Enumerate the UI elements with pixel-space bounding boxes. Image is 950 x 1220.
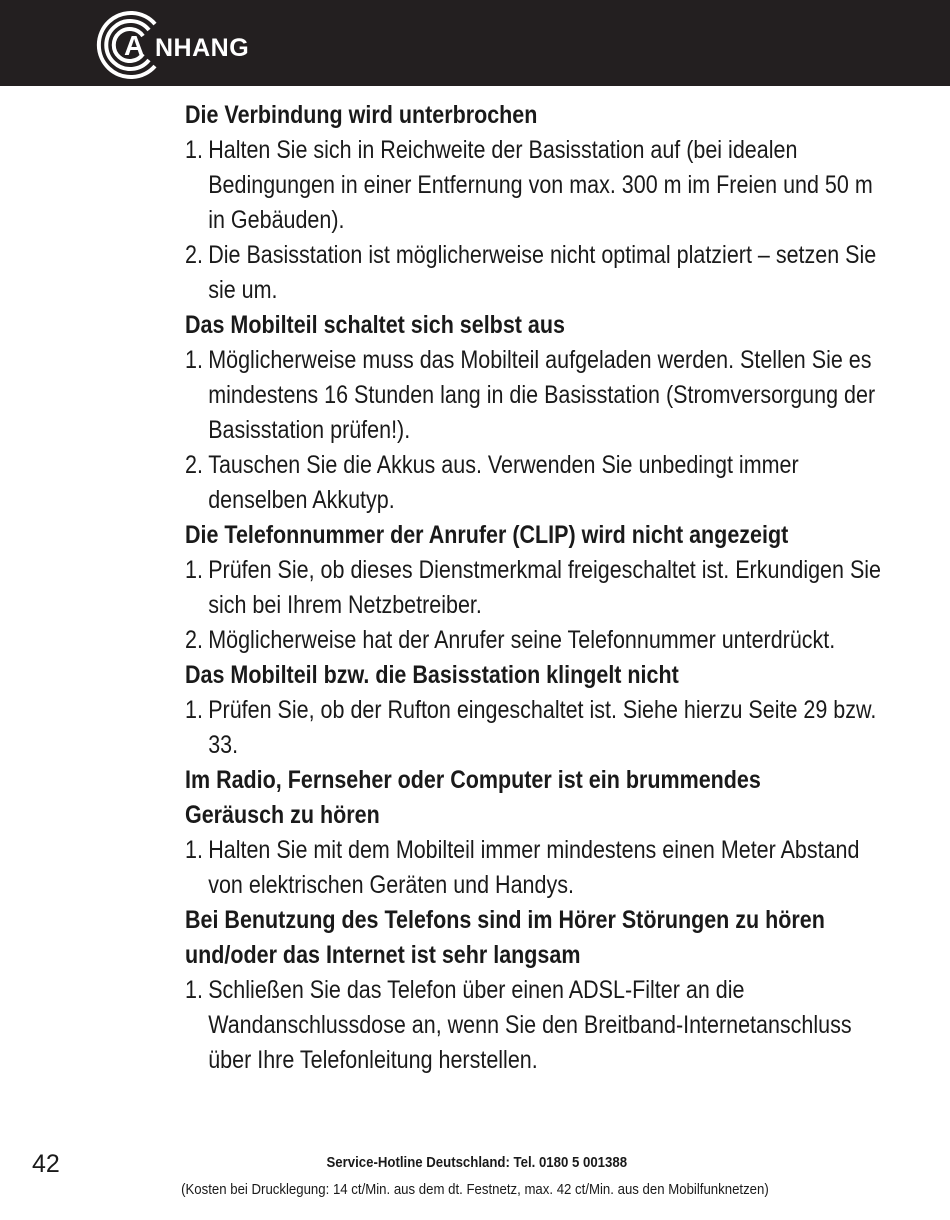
list-item-number: 2. bbox=[185, 241, 203, 269]
section-heading: Die Verbindung wird unterbrochen bbox=[185, 101, 538, 129]
logo-letter: A bbox=[124, 30, 145, 61]
list-item-text: Prüfen Sie, ob dieses Dienstmerkmal freigeschaltet ist. Erkundigen Sie sich bei Ihrem Netzbetreiber. bbox=[208, 556, 882, 619]
list-item bbox=[185, 833, 888, 903]
list-item bbox=[185, 553, 888, 623]
page-number: 42 bbox=[32, 1150, 60, 1178]
section-heading: Im Radio, Fernseher oder Computer ist ein brummendes Geräusch zu hören bbox=[185, 766, 761, 829]
list-item-number: 2. bbox=[185, 451, 203, 479]
section-heading: Die Telefonnummer der Anrufer (CLIP) wird nicht angezeigt bbox=[185, 521, 789, 549]
list-item bbox=[185, 623, 888, 658]
service-hotline-text: Service-Hotline Deutschland: Tel. 0180 5 001388 bbox=[326, 1154, 628, 1171]
call-costs-note bbox=[0, 1181, 950, 1198]
list-item-number: 1. bbox=[185, 696, 203, 724]
section-heading: Bei Benutzung des Telefons sind im Hörer Störungen zu hören und/oder das Internet ist sehr langsam bbox=[185, 906, 825, 969]
list-item bbox=[185, 238, 888, 308]
list-item-number: 1. bbox=[185, 836, 203, 864]
list-item-number: 1. bbox=[185, 976, 203, 1004]
list-item bbox=[185, 973, 888, 1078]
list-item bbox=[185, 343, 888, 448]
list-item-text: Möglicherweise muss das Mobilteil aufgeladen werden. Stellen Sie es mindestens 16 Stunden lang in die Basisstation (Stromversorgung der Basisstation prüfen!). bbox=[208, 346, 876, 444]
list-item-number: 1. bbox=[185, 556, 203, 584]
section-heading: Das Mobilteil bzw. die Basisstation klingelt nicht bbox=[185, 661, 679, 689]
list-item-text: Die Basisstation ist möglicherweise nicht optimal platziert – setzen Sie sie um. bbox=[208, 241, 877, 304]
list-item-text: Halten Sie sich in Reichweite der Basisstation auf (bei idealen Bedingungen in einer Entfernung von max. 300 m im Freien und 50 m in Gebäuden). bbox=[208, 136, 873, 234]
list-item-text: Halten Sie mit dem Mobilteil immer mindestens einen Meter Abstand von elektrischen Geräten und Handys. bbox=[208, 836, 860, 899]
list-item-text: Möglicherweise hat der Anrufer seine Telefonnummer unterdrückt. bbox=[208, 626, 836, 654]
list-item-number: 1. bbox=[185, 136, 203, 164]
list-item-text: Schließen Sie das Telefon über einen ADSL-Filter an die Wandanschlussdose an, wenn Sie den Breitband-Internetanschluss über Ihre Telefonleitung herstellen. bbox=[208, 976, 852, 1074]
service-hotline bbox=[0, 1154, 950, 1171]
section-heading: Das Mobilteil schaltet sich selbst aus bbox=[185, 311, 565, 339]
list-item-number: 1. bbox=[185, 346, 203, 374]
list-item-text: Tauschen Sie die Akkus aus. Verwenden Sie unbedingt immer denselben Akkutyp. bbox=[208, 451, 799, 514]
call-costs-text: (Kosten bei Drucklegung: 14 ct/Min. aus dem dt. Festnetz, max. 42 ct/Min. aus den Mobilfunknetzen) bbox=[181, 1181, 769, 1198]
section-header-bar bbox=[0, 0, 950, 86]
list-item-text: Prüfen Sie, ob der Rufton eingeschaltet ist. Siehe hierzu Seite 29 bzw. 33. bbox=[208, 696, 877, 759]
list-item bbox=[185, 693, 888, 763]
list-item-number: 2. bbox=[185, 626, 203, 654]
troubleshooting-content bbox=[185, 98, 882, 1078]
list-item bbox=[185, 133, 888, 238]
section-title: NHANG bbox=[155, 34, 250, 62]
list-item bbox=[185, 448, 888, 518]
